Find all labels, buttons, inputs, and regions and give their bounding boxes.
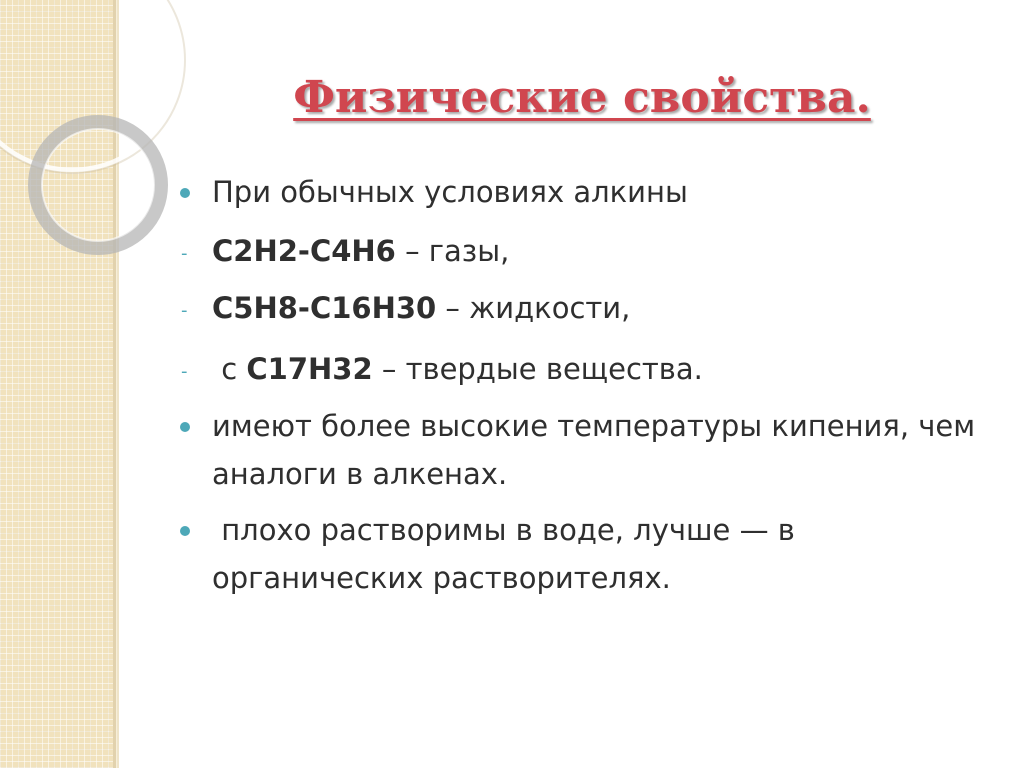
item-prefix: с [212,352,247,386]
item-description: – газы, [395,234,510,268]
round-bullet-icon [180,188,190,198]
small-ring-highlight [42,129,154,241]
round-bullet-icon [180,422,190,432]
item-text [212,343,1002,395]
round-bullet-icon [180,526,190,536]
chemical-formula: C17H32 [246,352,373,386]
item-text [212,282,1002,334]
item-description: – твердые вещества. [372,352,703,386]
item-description: – жидкости, [436,291,631,325]
decorative-rings [0,0,240,320]
dash-marker: - [181,243,188,264]
chemical-formula: C5H8-C16H30 [212,291,437,325]
item-text: При обычных условиях алкины [212,175,688,209]
item-text [212,225,1002,277]
dash-marker: - [181,300,188,321]
slide-title: Физические свойства. [293,72,871,123]
small-ring [35,122,161,248]
dash-marker: - [181,361,188,382]
chemical-formula: C2H2-C4H6 [212,234,396,268]
item-text: имеют более высокие температуры кипения, чем аналоги в алкенах. [212,409,976,491]
item-text: плохо растворимы в воде, лучше — в органических растворителях. [212,513,805,595]
